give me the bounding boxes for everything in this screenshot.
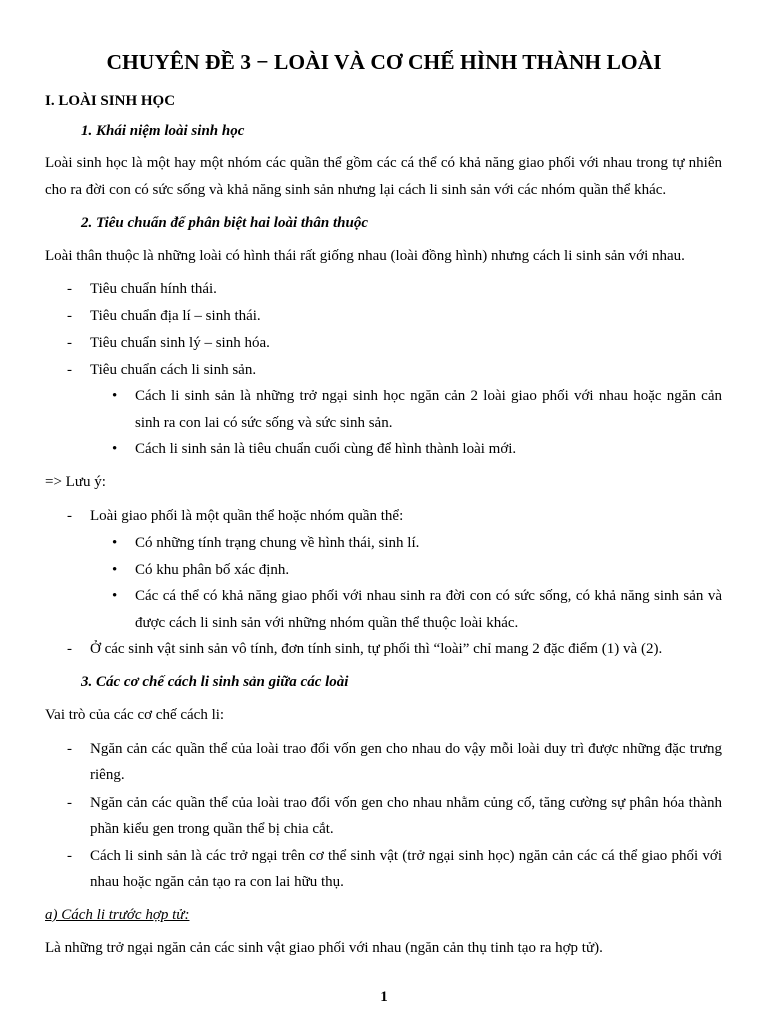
dash-marker: - xyxy=(67,741,72,757)
dash-marker: - xyxy=(67,281,72,297)
dash-marker: - xyxy=(67,641,72,657)
dash-marker: - xyxy=(67,795,72,811)
document-title: CHUYÊN ĐỀ 3 − LOÀI VÀ CƠ CHẾ HÌNH THÀNH LOÀI xyxy=(106,50,662,74)
section-heading: I. LOÀI SINH HỌC xyxy=(45,93,176,109)
paragraph: Loài thân thuộc là những loài có hình thái rất giống nhau (loài đồng hình) nhưng cách li sinh sản với nhau. xyxy=(45,248,685,264)
subheading-a: a) Cách li trước hợp tử: xyxy=(45,907,190,923)
bullet-item: Có những tính trạng chung về hình thái, sinh lí. xyxy=(135,535,420,551)
paragraph: Vai trò của các cơ chế cách li: xyxy=(45,707,225,723)
bullet-item: Có khu phân bố xác định. xyxy=(135,562,290,578)
paragraph: Là những trở ngại ngăn cản các sinh vật giao phối với nhau (ngăn cản thụ tinh tạo ra hợp tử). xyxy=(45,940,603,956)
definition-line: cho ra đời con có sức sống và khả năng sinh sản nhưng lại cách li sinh sản với các nhóm quần thể khác. xyxy=(45,182,667,198)
bullet-marker: • xyxy=(112,388,118,404)
dash-marker: - xyxy=(67,362,72,378)
bullet-item: Các cá thể có khả năng giao phối với nhau sinh ra đời con có sức sống, có khả năng sinh sản và xyxy=(135,588,722,604)
bullet-marker: • xyxy=(112,441,118,457)
list-item: phần kiểu gen trong quần thể bị chia cắt. xyxy=(90,821,334,837)
bullet-marker: • xyxy=(112,588,118,604)
definition-line: Loài sinh học là một hay một nhóm các quần thể gồm các cá thể có khả năng giao phối với nhau trong tự nhiên xyxy=(45,155,722,171)
list-item: nhau hoặc ngăn cản tạo ra con lai hữu thụ. xyxy=(90,874,344,890)
list-item: Ngăn cản các quần thể của loài trao đổi vốn gen cho nhau nhằm củng cố, tăng cường sự phân hóa thành xyxy=(90,795,722,811)
list-item: Cách li sinh sản là các trở ngại trên cơ thể sinh vật (trở ngại sinh học) ngăn cản các cá thể giao phối với xyxy=(90,848,722,864)
list-item: Tiêu chuẩn địa lí – sinh thái. xyxy=(90,308,261,324)
list-item: Tiêu chuẩn hính thái. xyxy=(90,281,217,297)
bullet-item: Cách li sinh sản là những trở ngại sinh học ngăn cản 2 loài giao phối với nhau hoặc ngăn cản xyxy=(135,388,722,404)
dash-marker: - xyxy=(67,508,72,524)
list-item: Loài giao phối là một quần thể hoặc nhóm quần thể: xyxy=(90,508,404,524)
subsection-heading-2: 2. Tiêu chuẩn để phân biệt hai loài thân thuộc xyxy=(81,215,368,231)
note-label: => Lưu ý: xyxy=(45,474,106,490)
list-item: Tiêu chuẩn sinh lý – sinh hóa. xyxy=(90,335,270,351)
bullet-item: Cách li sinh sản là tiêu chuẩn cuối cùng để hình thành loài mới. xyxy=(135,441,517,457)
subsection-heading-1: 1. Khái niệm loài sinh học xyxy=(81,123,245,139)
dash-marker: - xyxy=(67,308,72,324)
subsection-heading-3: 3. Các cơ chế cách li sinh sản giữa các loài xyxy=(81,674,349,690)
list-item: Ở các sinh vật sinh sản vô tính, đơn tính sinh, tự phối thì “loài” chỉ mang 2 đặc điểm (1) và (2). xyxy=(90,641,663,657)
page-number: 1 xyxy=(380,989,388,1005)
list-item: riêng. xyxy=(90,767,125,783)
dash-marker: - xyxy=(67,848,72,864)
bullet-item: sinh ra con lai có sức sống và sức sinh sản. xyxy=(135,415,393,431)
list-item: Tiêu chuẩn cách li sinh sản. xyxy=(90,362,257,378)
bullet-item: được cách li sinh sản với những nhóm quần thể thuộc loài khác. xyxy=(135,615,519,631)
list-item: Ngăn cản các quần thể của loài trao đổi vốn gen cho nhau do vậy mỗi loài duy trì được những đặc trưng xyxy=(90,741,722,757)
dash-marker: - xyxy=(67,335,72,351)
bullet-marker: • xyxy=(112,562,118,578)
bullet-marker: • xyxy=(112,535,118,551)
